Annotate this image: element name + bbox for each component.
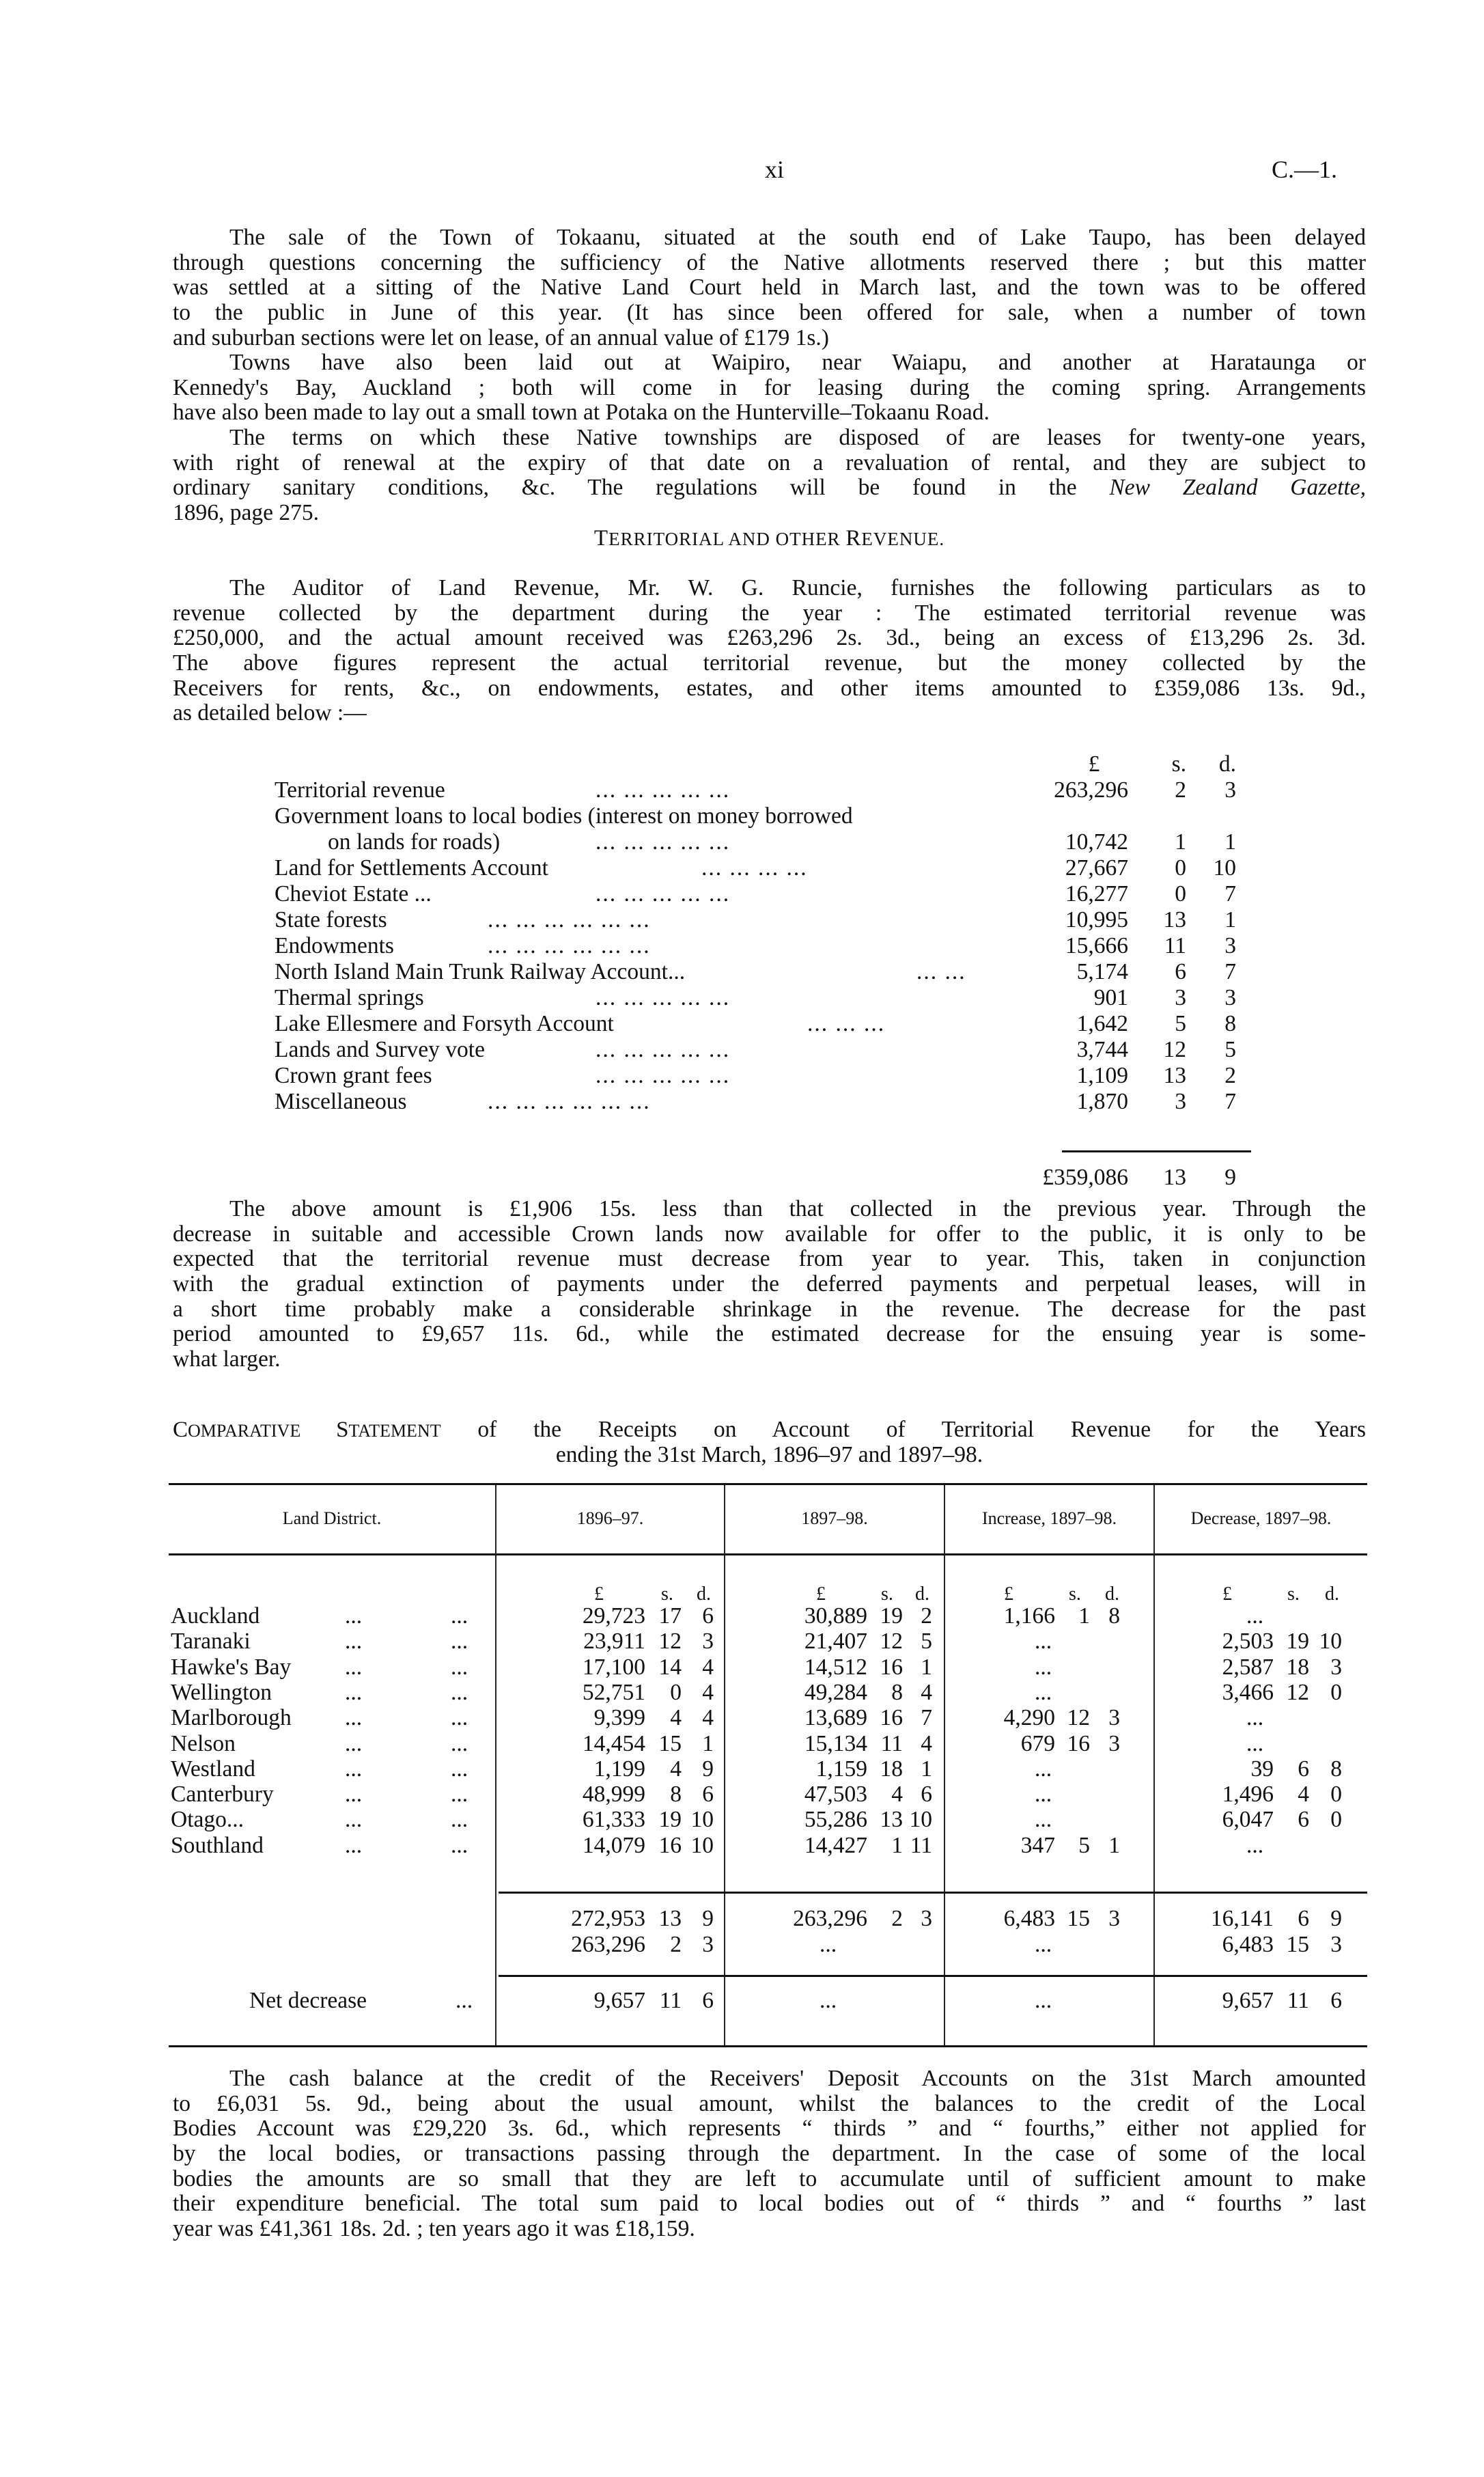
revenue-item: Lake Ellesmere and Forsyth Account ... ... ... 1,642 5 8 [275, 1011, 1236, 1036]
amount-shillings: 6 [1298, 1807, 1309, 1833]
land-district-name: Westland [171, 1756, 255, 1782]
revenue-item: Endowments ... ... ... ... ... ... 15,666 11 3 [275, 933, 1236, 958]
amount-pence: 1 [921, 1654, 932, 1680]
leader-dots: ... [451, 1603, 468, 1629]
amount-pounds: 2,503 [1222, 1629, 1274, 1655]
amount-shillings: 11 [659, 1988, 682, 2013]
amount-pounds: 2,587 [1222, 1654, 1274, 1680]
amount-shillings: 11 [1287, 1988, 1309, 2013]
amount-pence: 3 [1108, 1730, 1120, 1756]
leader-dots: ... [345, 1705, 363, 1731]
amount-pence: 1 [702, 1730, 714, 1756]
revenue-item: Territorial revenue ... ... ... ... ... 263,296 2 3 [275, 777, 1236, 803]
amount-pence: 4 [702, 1679, 714, 1705]
shillings-unit: s. [1171, 751, 1186, 777]
revenue-item: on lands for roads) ... ... ... ... ... 10,742 1 1 [328, 829, 1236, 855]
column-divider [724, 1485, 725, 2045]
amount-pence: 5 [921, 1629, 932, 1655]
amount-pounds: 30,889 [804, 1603, 867, 1629]
leader-dots: ... [451, 1756, 468, 1782]
paragraph-tokaanu [173, 225, 1366, 350]
text-line: their expenditure beneficial. The total sum paid to local bodies out of “ thirds ” and “ fourths ” last [173, 2191, 1366, 2217]
land-district-name: Southland [171, 1832, 264, 1858]
amount-pounds: 347 [1020, 1832, 1055, 1858]
amount-pounds: 14,454 [582, 1730, 645, 1756]
amount-pence: 10 [1319, 1629, 1342, 1655]
amount-shillings: 2 [891, 1906, 903, 1931]
revenue-item: North Island Main Trunk Railway Account... ... ... 5,174 6 7 [275, 959, 1236, 984]
amount-pounds: 3,466 [1222, 1679, 1274, 1705]
amount-pence: 8 [1330, 1756, 1342, 1782]
amount-shillings: 8 [891, 1679, 903, 1705]
amount-shillings: 19 [1286, 1629, 1309, 1655]
text-line: The Auditor of Land Revenue, Mr. W. G. Runcie, furnishes the following particulars as to [229, 575, 1366, 600]
land-district-name: Nelson [171, 1730, 236, 1756]
leader-dots: ... [451, 1629, 468, 1655]
amount-pence: 11 [910, 1832, 932, 1858]
amount-pounds: 29,723 [582, 1603, 645, 1629]
revenue-units-header [275, 751, 1251, 777]
amount-pounds: 21,407 [804, 1629, 867, 1655]
leader-dots: ... [451, 1705, 468, 1731]
column-header-1896-97: 1896–97. [576, 1508, 644, 1528]
amount-pounds: ... [1035, 1782, 1052, 1808]
text-line: with the gradual extinction of payments under the deferred payments and perpetual leases, will in [173, 1271, 1366, 1297]
amount-pounds: 14,427 [804, 1832, 867, 1858]
revenue-item: Lands and Survey vote ... ... ... ... ... 3,744 12 5 [275, 1037, 1236, 1062]
amount-pounds: 61,333 [582, 1807, 645, 1833]
amount-pounds: ... [1035, 1932, 1052, 1957]
text-line: to the public in June of this year. (It has since been offered for sale, when a number of town [173, 300, 1366, 326]
text-line: The sale of the Town of Tokaanu, situated at the south end of Lake Taupo, has been delayed [229, 225, 1366, 250]
amount-shillings: 2 [670, 1932, 682, 1957]
column-header-1897-98: 1897–98. [801, 1508, 868, 1528]
text-line: 1896, page 275. [173, 500, 319, 526]
amount-pence: 3 [1108, 1705, 1120, 1731]
amount-pounds: 55,286 [804, 1807, 867, 1833]
page-number: xi [765, 156, 785, 183]
text-line: £250,000, and the actual amount received was £263,296 2s. 3d., being an excess of £13,296 2s. 3d. [173, 625, 1366, 651]
text-line: The terms on which these Native townships are disposed of are leases for twenty-one years, [229, 425, 1366, 450]
amount-pounds: 1,166 [1003, 1603, 1055, 1629]
total-rule [1062, 1150, 1251, 1152]
amount-pounds: 9,657 [593, 1988, 645, 2013]
paragraph-terms [173, 426, 1366, 526]
revenue-item: Cheviot Estate ... ... ... ... ... ... 16,277 0 7 [275, 881, 1236, 907]
leader-dots: ... [451, 1730, 468, 1756]
text-line: The above figures represent the actual territorial revenue, but the money collected by the [173, 650, 1366, 676]
amount-shillings: 12 [880, 1629, 903, 1655]
amount-shillings: 8 [670, 1782, 682, 1808]
amount-pounds: 14,512 [804, 1654, 867, 1680]
text-line: expected that the territorial revenue must decrease from year to year. This, taken in conjunction [173, 1246, 1366, 1272]
amount-pounds: ... [1035, 1679, 1052, 1705]
leader-dots: ... [345, 1730, 363, 1756]
amount-shillings: 19 [658, 1807, 682, 1833]
amount-pounds: ... [1035, 1807, 1052, 1833]
column-divider [1153, 1485, 1155, 2045]
amount-pence: 4 [702, 1705, 714, 1731]
amount-pence: 2 [921, 1603, 932, 1629]
text-line: Towns have also been laid out at Waipiro, near Waiapu, and another at Harataunga or [229, 350, 1366, 375]
amount-pence: 3 [1108, 1906, 1120, 1931]
amount-pence: 6 [702, 1988, 714, 2013]
text-fragment: ordinary sanitary conditions, &c. The regulations will be found in the [173, 475, 1077, 501]
amount-pence: 9 [702, 1906, 714, 1931]
leader-dots: ... [345, 1782, 363, 1808]
leader-dots: ... [451, 1807, 468, 1833]
amount-shillings: 13 [880, 1807, 903, 1833]
amount-pounds: 9,399 [593, 1705, 645, 1731]
amount-pence: 3 [702, 1932, 714, 1957]
amount-pounds: 13,689 [804, 1705, 867, 1731]
text-line: The above amount is £1,906 15s. less than that collected in the previous year. Through the [229, 1196, 1366, 1221]
land-district-name: Taranaki [171, 1629, 251, 1655]
amount-shillings: 12 [1286, 1679, 1309, 1705]
text-line: was settled at a sitting of the Native Land Court held in March last, and the town was to be offered [173, 275, 1366, 301]
text-line: decrease in suitable and accessible Crown lands now available for offer to the public, it is only to be [173, 1221, 1366, 1247]
amount-pence: 10 [690, 1807, 714, 1833]
amount-pounds: ... [1035, 1654, 1052, 1680]
amount-shillings: 11 [880, 1730, 903, 1756]
section-title-territorial-revenue: TERRITORIAL AND OTHER REVENUE. [593, 526, 945, 551]
text-line: a short time probably make a considerable shrinkage in the revenue. The decrease for the past [173, 1296, 1366, 1322]
leader-dots: ... [451, 1782, 468, 1808]
amount-pounds: ... [820, 1988, 837, 2013]
amount-pounds: ... [1035, 1988, 1052, 2013]
amount-shillings: 14 [658, 1654, 682, 1680]
text-line: with right of renewal at the expiry of that date on a revaluation of rental, and they are subject to [173, 449, 1366, 475]
leader-dots: ... [345, 1654, 363, 1680]
revenue-item: State forests ... ... ... ... ... ... 10,995 13 1 [275, 907, 1236, 932]
paragraph-decrease [173, 1197, 1366, 1372]
land-district-name: Auckland [171, 1603, 260, 1629]
text-line: Kennedy's Bay, Auckland ; both will come in for leasing during the coming spring. Arrangements [173, 374, 1366, 400]
amount-pounds: 47,503 [804, 1782, 867, 1808]
amount-pounds: ... [1246, 1730, 1264, 1756]
amount-shillings: 15 [1067, 1906, 1090, 1931]
amount-shillings: 1 [891, 1832, 903, 1858]
amount-pence: 3 [1330, 1932, 1342, 1957]
text-line: revenue collected by the department during the year : The estimated territorial revenue was [173, 600, 1366, 626]
amount-pence: 4 [702, 1654, 714, 1680]
amount-pounds: 679 [1020, 1730, 1055, 1756]
text-line: have also been made to lay out a small town at Potaka on the Hunterville–Tokaanu Road. [173, 400, 990, 426]
amount-pounds: 39 [1250, 1756, 1274, 1782]
amount-pence: 9 [1330, 1906, 1342, 1931]
gazette-title: New Zealand Gazette, [1109, 475, 1366, 501]
leader-dots: ... [345, 1756, 363, 1782]
amount-pounds: 263,296 [793, 1906, 867, 1931]
amount-shillings: 18 [1286, 1654, 1309, 1680]
caption-line: COMPARATIVE STATEMENT of the Receipts on Account of Territorial Revenue for the Years [173, 1417, 1366, 1442]
amount-pounds: 23,911 [583, 1629, 645, 1655]
text-line: to £6,031 5s. 9d., being about the usual amount, whilst the balances to the credit of the Local [173, 2090, 1366, 2116]
leader-dots: ... [345, 1629, 363, 1655]
amount-pence: 0 [1330, 1679, 1342, 1705]
text-line: through questions concerning the sufficiency of the Native allotments reserved there ; but this matter [173, 249, 1366, 275]
table-top-rule [169, 1483, 1367, 1485]
amount-pounds: 6,047 [1222, 1807, 1274, 1833]
amount-shillings: 15 [658, 1730, 682, 1756]
revenue-item: Miscellaneous ... ... ... ... ... ... 1,870 3 7 [275, 1089, 1236, 1114]
amount-pounds: 1,199 [593, 1756, 645, 1782]
amount-pounds: 16,141 [1210, 1906, 1274, 1931]
amount-shillings: 16 [1067, 1730, 1090, 1756]
amount-pounds: 49,284 [804, 1679, 867, 1705]
column-divider [944, 1485, 945, 2045]
amount-shillings: 0 [670, 1679, 682, 1705]
amount-pence: 3 [1330, 1654, 1342, 1680]
amount-pounds: 9,657 [1222, 1988, 1274, 2013]
net-decrease-label: Net decrease [249, 1988, 367, 2013]
amount-shillings: 18 [880, 1756, 903, 1782]
amount-shillings: 16 [658, 1832, 682, 1858]
text-line: Bodies Account was £29,220 3s. 6d., which represents “ thirds ” and “ fourths,” either not applied for [173, 2116, 1366, 2142]
land-district-name: Hawke's Bay [171, 1654, 292, 1680]
revenue-item: Crown grant fees ... ... ... ... ... 1,109 13 2 [275, 1063, 1236, 1088]
amount-pounds: 17,100 [582, 1654, 645, 1680]
amount-pounds: ... [1035, 1756, 1052, 1782]
amount-pounds: ... [1246, 1705, 1264, 1731]
amount-pence: 6 [1330, 1988, 1342, 2013]
amount-shillings: 17 [658, 1603, 682, 1629]
amount-shillings: 4 [670, 1756, 682, 1782]
amount-shillings: 4 [670, 1705, 682, 1731]
comparative-statement-caption [173, 1417, 1366, 1467]
leader-dots: ... [345, 1679, 363, 1705]
amount-pounds: 272,953 [571, 1906, 645, 1931]
land-district-name: Otago... [171, 1807, 244, 1833]
paragraph-cash-balance [173, 2066, 1366, 2242]
amount-pounds: 6,483 [1003, 1906, 1055, 1931]
caption-line: ending the 31st March, 1896–97 and 1897–98. [555, 1441, 983, 1467]
amount-pence: 6 [702, 1603, 714, 1629]
amount-shillings: 5 [1078, 1832, 1090, 1858]
amount-shillings: 12 [1067, 1705, 1090, 1731]
paragraph-auditor [173, 576, 1366, 726]
amount-shillings: 13 [658, 1906, 682, 1931]
leader-dots: ... [451, 1832, 468, 1858]
amount-shillings: 19 [880, 1603, 903, 1629]
paragraph-towns [173, 350, 1366, 426]
amount-pounds: 4,290 [1003, 1705, 1055, 1731]
text-line: by the local bodies, or transactions passing through the department. In the case of some of the local [173, 2141, 1366, 2167]
text-line: period amounted to £9,657 11s. 6d., while the estimated decrease for the ensuing year is some- [173, 1321, 1366, 1347]
leader-dots: ... [451, 1654, 468, 1680]
amount-pounds: ... [1035, 1629, 1052, 1655]
amount-shillings: 4 [891, 1782, 903, 1808]
revenue-total: £359,086 13 9 [1042, 1165, 1236, 1190]
amount-pence: 4 [921, 1730, 932, 1756]
revenue-item: Thermal springs ... ... ... ... ... 901 3 3 [275, 985, 1236, 1010]
text-line: what larger. [173, 1346, 281, 1372]
column-header-decrease: Decrease, 1897–98. [1190, 1508, 1332, 1528]
amount-pence: 7 [921, 1705, 932, 1731]
amount-shillings: 16 [880, 1705, 903, 1731]
land-district-name: Canterbury [171, 1782, 274, 1808]
amount-shillings: 6 [1298, 1906, 1309, 1931]
revenue-item: Government loans to local bodies (interest on money borrowed [275, 803, 853, 829]
text-line: The cash balance at the credit of the Receivers' Deposit Accounts on the 31st March amounted [229, 2066, 1366, 2091]
text-line: as detailed below :— [173, 700, 367, 726]
text-line: Receivers for rents, &c., on endowments, estates, and other items amounted to £359,086 13s. 9d., [173, 675, 1366, 701]
amount-pounds: ... [1246, 1832, 1264, 1858]
column-header-land-district: Land District. [282, 1508, 382, 1528]
leader-dots: ... [345, 1807, 363, 1833]
document-reference: C.—1. [1272, 156, 1338, 183]
amount-pounds: 52,751 [582, 1679, 645, 1705]
amount-shillings: 1 [1078, 1603, 1090, 1629]
amount-shillings: 15 [1286, 1932, 1309, 1957]
amount-pence: 10 [690, 1832, 714, 1858]
amount-pounds: ... [820, 1932, 837, 1957]
revenue-item: Land for Settlements Account ... ... ... ... 27,667 0 10 [275, 855, 1236, 881]
text-line [173, 475, 1366, 501]
text-line: and suburban sections were let on lease, of an annual value of £179 1s.) [173, 324, 829, 350]
amount-pence: 1 [1108, 1832, 1120, 1858]
amount-pounds: 48,999 [582, 1782, 645, 1808]
amount-pounds: 15,134 [804, 1730, 867, 1756]
land-district-name: Wellington [171, 1679, 272, 1705]
text-line: bodies the amounts are so small that they are left to accumulate until of sufficient amount to make [173, 2165, 1366, 2191]
amount-pence: 4 [921, 1679, 932, 1705]
amount-pounds: 14,079 [582, 1832, 645, 1858]
leader-dots: ... [456, 1988, 473, 2013]
leader-dots: ... [345, 1603, 363, 1629]
amount-pounds: ... [1246, 1603, 1264, 1629]
amount-pence: 1 [921, 1756, 932, 1782]
amount-pence: 6 [702, 1782, 714, 1808]
pounds-unit: £ [1088, 751, 1100, 777]
amount-pence: 8 [1108, 1603, 1120, 1629]
net-rule [499, 1975, 1367, 1977]
amount-shillings: 4 [1298, 1782, 1309, 1808]
amount-pence: 10 [909, 1807, 932, 1833]
land-district-name: Marlborough [171, 1705, 292, 1731]
amount-pence: 9 [702, 1756, 714, 1782]
subtotal-rule [499, 1892, 1367, 1894]
amount-shillings: 6 [1298, 1756, 1309, 1782]
table-bottom-rule [169, 2045, 1367, 2047]
amount-pence: 6 [921, 1782, 932, 1808]
amount-pounds: 1,159 [815, 1756, 867, 1782]
amount-pence: 3 [702, 1629, 714, 1655]
table-header-rule [169, 1553, 1367, 1555]
column-divider [495, 1485, 496, 2045]
text-line: year was £41,361 18s. 2d. ; ten years ago it was £18,159. [173, 2216, 695, 2242]
amount-pounds: 6,483 [1222, 1932, 1274, 1957]
pence-unit: d. [1218, 751, 1236, 777]
amount-shillings: 12 [658, 1629, 682, 1655]
amount-pounds: 1,496 [1222, 1782, 1274, 1808]
amount-pence: 0 [1330, 1807, 1342, 1833]
amount-pence: 3 [921, 1906, 932, 1931]
leader-dots: ... [345, 1832, 363, 1858]
column-header-increase: Increase, 1897–98. [981, 1508, 1117, 1528]
leader-dots: ... [451, 1679, 468, 1705]
amount-shillings: 16 [880, 1654, 903, 1680]
amount-pounds: 263,296 [571, 1932, 645, 1957]
amount-pence: 0 [1330, 1782, 1342, 1808]
